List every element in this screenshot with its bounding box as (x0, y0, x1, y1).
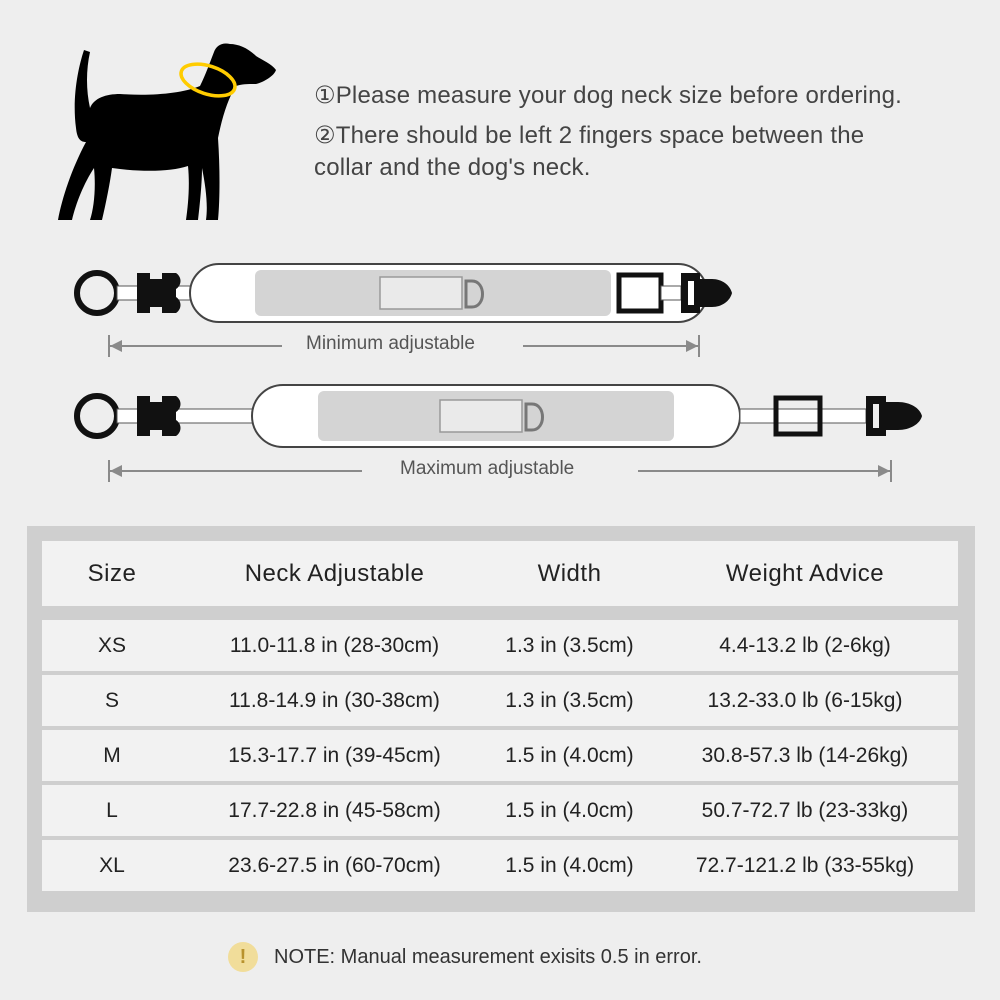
note (228, 940, 702, 974)
table-row (42, 840, 958, 891)
header-weight-advice: Weight Advice (725, 559, 885, 587)
d-ring-icon (77, 396, 117, 436)
cell-width: 1.3 in (3.5cm) (505, 633, 634, 657)
note-text: NOTE: Manual measurement exisits 0.5 in error. (274, 945, 702, 968)
cell-neck: 23.6-27.5 in (60-70cm) (228, 853, 441, 877)
cell-width: 1.5 in (4.0cm) (505, 853, 634, 877)
table-row (42, 785, 958, 836)
cell-weight: 50.7-72.7 lb (23-33kg) (701, 798, 909, 822)
exclamation-icon: ! (228, 942, 258, 972)
table-header-row (42, 541, 958, 606)
header-size: Size (87, 559, 137, 587)
cell-width: 1.5 in (4.0cm) (505, 743, 634, 767)
d-ring-icon (77, 273, 117, 313)
minimum-adjustable-label: Minimum adjustable (306, 333, 475, 354)
buckle-male-icon (866, 396, 922, 436)
cell-weight: 13.2-33.0 lb (6-15kg) (707, 688, 903, 712)
dog-body (58, 43, 276, 220)
minimum-measure (108, 333, 700, 359)
cell-size: M (103, 743, 121, 767)
buckle-female-icon (137, 273, 181, 313)
dog-silhouette (50, 38, 285, 228)
header-width: Width (537, 559, 602, 587)
name-tag-plate (380, 277, 462, 309)
instruction-line-1: ①Please measure your dog neck size before ordering. (314, 82, 903, 109)
buckle-female-icon (137, 396, 181, 436)
instructions (314, 80, 984, 184)
instruction-line-2: ②There should be left 2 fingers space between the (314, 122, 865, 149)
collar-maximum-diagram (0, 378, 1000, 458)
collar-minimum-diagram (0, 255, 1000, 335)
cell-size: XS (97, 633, 126, 657)
cell-width: 1.5 in (4.0cm) (505, 798, 634, 822)
maximum-adjustable-label: Maximum adjustable (400, 458, 575, 479)
maximum-measure (108, 458, 892, 484)
table-row (42, 620, 958, 671)
cell-width: 1.3 in (3.5cm) (505, 688, 634, 712)
cell-size: L (106, 798, 118, 822)
cell-neck: 11.0-11.8 in (28-30cm) (229, 633, 440, 657)
cell-weight: 72.7-121.2 lb (33-55kg) (695, 853, 915, 877)
cell-size: XL (99, 853, 125, 877)
table-row (42, 730, 958, 781)
cell-neck: 17.7-22.8 in (45-58cm) (228, 798, 441, 822)
cell-weight: 30.8-57.3 lb (14-26kg) (701, 743, 909, 767)
cell-neck: 15.3-17.7 in (39-45cm) (228, 743, 441, 767)
cell-weight: 4.4-13.2 lb (2-6kg) (719, 633, 891, 657)
name-tag-plate (440, 400, 522, 432)
cell-neck: 11.8-14.9 in (30-38cm) (229, 688, 440, 712)
table-row (42, 675, 958, 726)
header-neck-adjustable: Neck Adjustable (244, 559, 425, 587)
cell-size: S (104, 688, 119, 712)
instruction-line-2-cont: collar and the dog's neck. (314, 154, 591, 181)
